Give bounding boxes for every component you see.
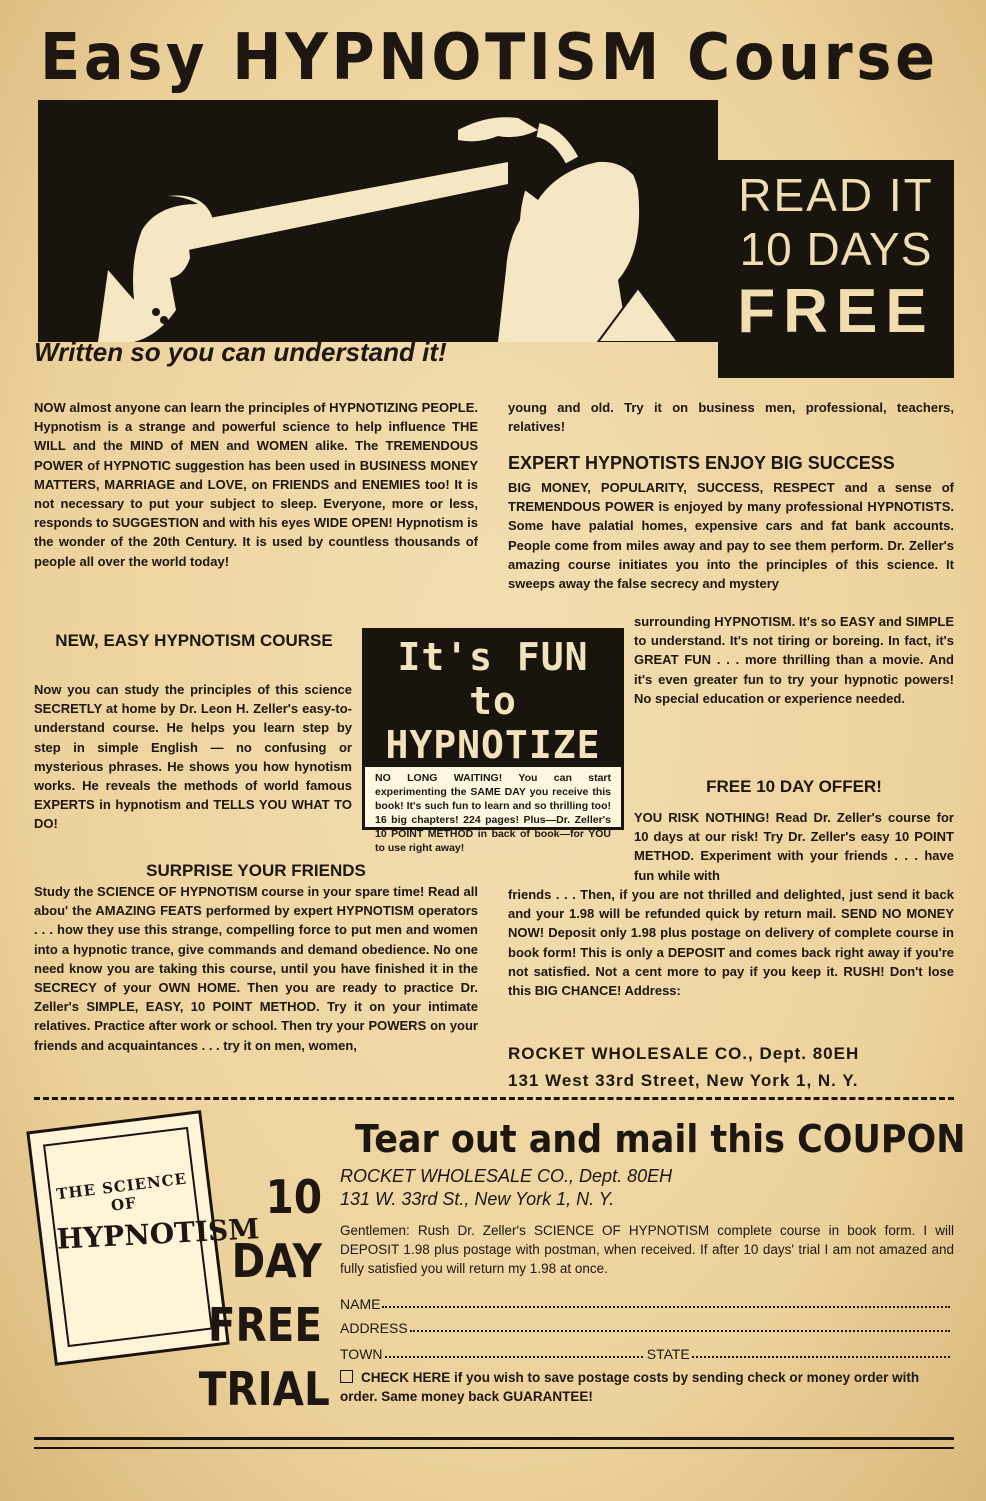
free-line: FREE [737, 277, 935, 346]
state-line[interactable] [692, 1356, 950, 1358]
coupon-body-text: Gentlemen: Rush Dr. Zeller's SCIENCE OF HYPNOTISM complete course in book form. I will DEPOSIT 1.98 plus postage with postman, when received. If after 10 days' trial I am not amazed and fully satisfied you will return my 1.98 at once. [340, 1223, 954, 1276]
expert-hypnotists-paragraph: BIG MONEY, POPULARITY, SUCCESS, RESPECT and a sense of TREMENDOUS POWER is enjoyed by many professional HYPNOTISTS. Some have palatial homes, expensive cars and fat bank accounts. People come from miles away and pay to see them perform. Dr. Zeller's amazing course initiates you into the principles of this science. It sweeps away the false secrecy and mystery [508, 480, 954, 592]
name-label: NAME [340, 1296, 381, 1312]
ten-days-line: 10 DAYS [739, 223, 933, 275]
subtitle: Written so you can understand it! [34, 337, 447, 367]
fun-box-title [365, 631, 621, 767]
easy-simple-paragraph: surrounding HYPNOTISM. It's so EASY and SIMPLE to understand. It's not tiring or boreing. In fact, it's GREAT FUN . . . more thrilling than a movie. And it's even greater fun to try your hypnotic powers! No special education or experience needed. [634, 614, 954, 706]
fun-box-title-line1: It's FUN to [397, 635, 589, 723]
free-offer-paragraph: friends . . . Then, if you are not thrilled and delighted, just send it back and your 1.98 will be refunded quick by return mail. SEND NO MONEY NOW! Deposit only 1.98 plus postage on delivery of complete course in book form! This is only a DEPOSIT and comes back right away if you're not satisfied. Not a cent more to pay if you keep it. RUSH! Don't lose this BIG CHANCE! Address: [508, 887, 954, 999]
read-it-free-badge [718, 160, 954, 378]
town-state-field[interactable] [340, 1346, 954, 1362]
trial-line-day: DAY [231, 1234, 322, 1288]
fun-to-hypnotize-box [362, 628, 624, 854]
free-offer-paragraph-top: YOU RISK NOTHING! Read Dr. Zeller's course for 10 days at our risk! Try Dr. Zeller's easy 10 POINT METHOD. Experiment with your friends . . . have fun while with [634, 810, 954, 883]
tear-line [34, 1097, 954, 1100]
trial-line-10: 10 [265, 1170, 322, 1224]
hypnotist-scene-drawing [38, 100, 718, 342]
coupon-address-line1: ROCKET WHOLESALE CO., Dept. 80EH [340, 1166, 673, 1186]
free-offer-heading: FREE 10 DAY OFFER! [706, 777, 882, 796]
fun-box-title-line2: HYPNOTIZE [385, 723, 601, 767]
town-line[interactable] [385, 1356, 643, 1358]
name-field[interactable] [340, 1296, 954, 1312]
ten-day-free-trial [198, 1165, 330, 1421]
new-easy-course-paragraph: Now you can study the principles of this science SECRETLY at home by Dr. Leon H. Zeller's easy-to-understand course. He helps you learn step by step in simple English — no confusing or mysterious phrases. He shows you how hynotism works. He reveals the methods of world famous EXPERTS in hypnotism and TELLS YOU WHAT TO DO! [34, 682, 352, 832]
rocket-address-line2: 131 West 33rd Street, New York 1, N. Y. [508, 1071, 859, 1090]
trial-line-trial: TRIAL [198, 1362, 330, 1416]
name-line[interactable] [382, 1306, 950, 1308]
surprise-friends-paragraph: Study the SCIENCE OF HYPNOTISM course in your spare time! Read all abou' the AMAZING FEATS performed by expert HYPNOTISM operators . . . how they use this strange, compelling force to put men and women into a hypnotic trance, give commands and demand obedience. No one need know you are taking this course, until you have finished it in the SECRECY of your OWN HOME. Then you are ready to practice Dr. Zeller's SIMPLE, EASY, 10 POINT METHOD. Try it on your intimate relatives. Practice after work or school. Then try your POWERS on your friends and acquaintances . . . try it on men, women, [34, 884, 478, 1053]
expert-hypnotists-heading: EXPERT HYPNOTISTS ENJOY BIG SUCCESS [508, 453, 895, 473]
coupon-address [340, 1165, 672, 1211]
headline: Easy HYPNOTISM Course [40, 21, 939, 95]
address-field[interactable] [340, 1320, 954, 1336]
surprise-friends-heading: SURPRISE YOUR FRIENDS [146, 861, 366, 880]
hypnotist-illustration [38, 100, 718, 342]
check-here-checkbox[interactable] [340, 1370, 353, 1383]
coupon-address-line2: 131 W. 33rd St., New York 1, N. Y. [340, 1189, 615, 1209]
rocket-address-line1: ROCKET WHOLESALE CO., Dept. 80EH [508, 1044, 860, 1063]
book-title-line1: THE SCIENCE OF [55, 1169, 188, 1215]
address-line[interactable] [410, 1330, 950, 1332]
bottom-rule-2 [34, 1447, 954, 1449]
trial-line-free: FREE [207, 1298, 322, 1352]
state-label: STATE [646, 1346, 690, 1362]
address-label: ADDRESS [340, 1320, 408, 1336]
book-title-line2: HYPNOTISM [55, 1212, 261, 1256]
town-label: TOWN [340, 1346, 383, 1362]
fun-box-text: NO LONG WAITING! You can start experimenting the SAME DAY you receive this book! It's such fun to learn and so thrilling too! 16 big chapters! 224 pages! Plus—Dr. Zeller's 10 POINT METHOD in back of book—for YOU to use right away! [375, 772, 611, 854]
coupon-title: Tear out and mail this COUPON [355, 1117, 966, 1161]
bottom-rule-1 [34, 1437, 954, 1440]
new-easy-course-heading: NEW, EASY HYPNOTISM COURSE [55, 631, 333, 650]
intro-paragraph: NOW almost anyone can learn the principles of HYPNOTIZING PEOPLE. Hypnotism is a strange and powerful science to help influence THE WILL and the MIND of MEN and WOMEN alike. The TREMENDOUS POWER of HYPNOTIC suggestion has been used in BUSINESS MONEY MATTERS, MARRIAGE and LOVE, on FRIENDS and ENEMIES too! It is not necessary to put your subject to sleep. Everyone, more or less, responds to SUGGESTION and with his eyes WIDE OPEN! Hypnotism is the wonder of the 20th Century. It is used by countless thousands of people all over the world today! [34, 400, 478, 569]
check-here-text: CHECK HERE if you wish to save postage costs by sending check or money order with order. Same money back GUARANTEE! [340, 1370, 920, 1404]
young-and-old-paragraph: young and old. Try it on business men, professional, teachers, relatives! [508, 400, 954, 435]
read-it-line: READ IT [738, 169, 934, 221]
check-here-row [340, 1368, 954, 1406]
